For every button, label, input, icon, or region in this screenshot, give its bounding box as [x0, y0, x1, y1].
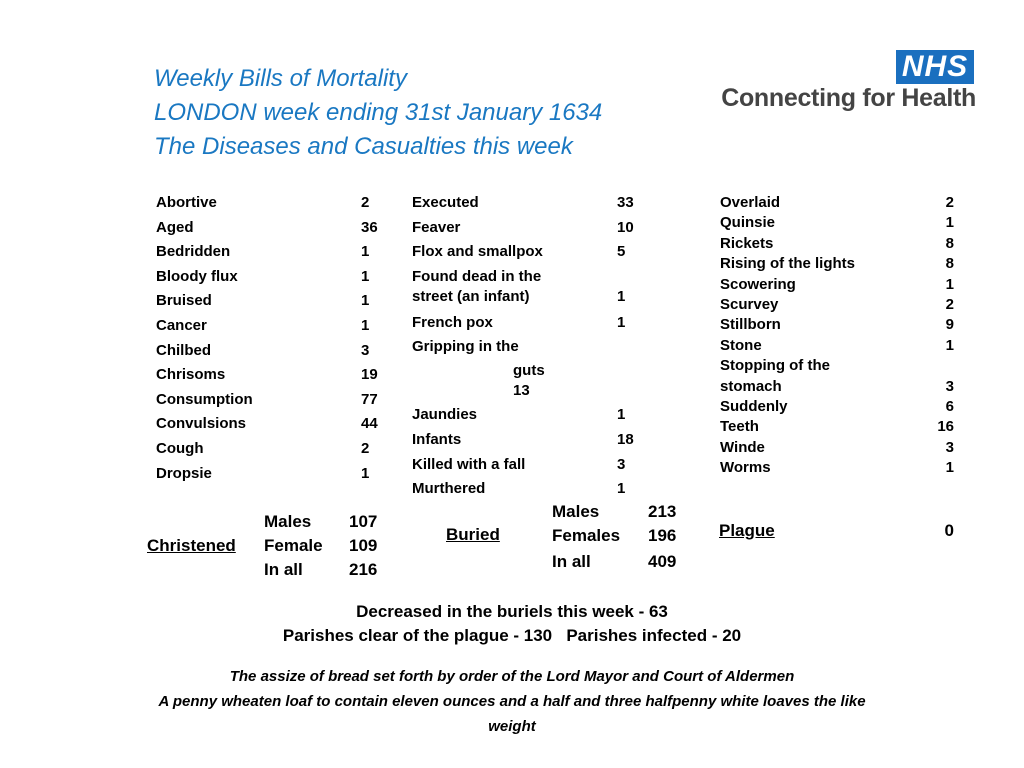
disease-label: Rickets	[720, 234, 774, 252]
buried-row-label: In all	[552, 552, 591, 571]
disease-label: Winde	[720, 438, 765, 456]
disease-count: 1	[945, 459, 954, 477]
list-item	[720, 377, 954, 397]
disease-count: 3	[945, 377, 954, 395]
disease-label: Rising of the lights	[720, 255, 855, 273]
disease-label: Cough	[156, 439, 204, 457]
table-row	[552, 500, 677, 524]
page-title	[154, 62, 602, 164]
disease-label: Teeth	[720, 418, 759, 436]
disease-label: Killed with a fall	[412, 455, 526, 473]
disease-label: Gripping in the	[412, 338, 519, 356]
disease-label: Scowering	[720, 275, 796, 293]
disease-label: Scurvey	[720, 295, 779, 313]
christened-table	[264, 510, 378, 582]
disease-label: Bedridden	[156, 243, 231, 261]
list-item	[720, 275, 954, 295]
parishes-infected: Parishes infected - 20	[566, 626, 742, 645]
disease-count: 3	[945, 438, 954, 456]
christened-row-value: 216	[349, 560, 378, 579]
list-item	[720, 458, 954, 478]
disease-count: 1	[945, 336, 954, 354]
buried-label	[446, 523, 500, 547]
nhs-logo-tagline: Connecting for Health	[721, 84, 976, 112]
disease-count: 19	[361, 366, 378, 384]
disease-count: 16	[937, 418, 954, 436]
plague-row	[719, 519, 954, 543]
disease-count: 77	[361, 390, 378, 408]
disease-label: Bruised	[156, 292, 212, 310]
nhs-logo	[706, 50, 976, 114]
disease-count: 1	[361, 292, 370, 310]
title-line-2: LONDON week ending 31st January 1634	[154, 99, 603, 126]
disease-count: 1	[945, 275, 954, 293]
disease-label: Chilbed	[156, 341, 211, 359]
disease-label: Stone	[720, 336, 762, 354]
disease-label: Aged	[156, 218, 194, 236]
disease-count: 8	[945, 255, 954, 273]
disease-count: 2	[361, 439, 370, 457]
disease-count: 2	[945, 295, 954, 313]
table-row	[552, 550, 677, 574]
plague-label: Plague	[719, 521, 775, 540]
title-line-1: Weekly Bills of Mortality	[154, 65, 407, 92]
bread-line-3: weight	[488, 718, 536, 735]
list-item	[720, 315, 954, 335]
disease-count: 13	[513, 382, 530, 400]
disease-count: 3	[617, 455, 626, 473]
disease-label: Flox and smallpox	[412, 243, 543, 261]
disease-label-cont: guts	[513, 362, 545, 380]
disease-label: Abortive	[156, 194, 217, 211]
disease-count: 1	[361, 267, 370, 285]
list-item	[720, 213, 954, 233]
title-line-3: The Diseases and Casualties this week	[154, 133, 573, 160]
disease-label: Feaver	[412, 218, 461, 236]
disease-count: 1	[617, 480, 626, 498]
disease-label: Overlaid	[720, 194, 781, 211]
disease-count: 9	[945, 316, 954, 334]
list-item	[720, 356, 954, 376]
list-item	[720, 397, 954, 417]
table-row	[264, 558, 378, 582]
parishes-line	[0, 624, 1024, 648]
disease-label: Stillborn	[720, 316, 781, 334]
disease-label: Jaundies	[412, 406, 478, 424]
table-row	[264, 510, 378, 534]
disease-label: Consumption	[156, 390, 253, 408]
disease-label: Murthered	[412, 480, 486, 498]
buried-heading: Buried	[446, 525, 500, 544]
list-item	[720, 295, 954, 315]
list-item	[720, 336, 954, 356]
disease-count: 33	[617, 194, 634, 211]
disease-label: Suddenly	[720, 397, 788, 415]
buried-row-value: 409	[648, 552, 677, 571]
disease-count: 18	[617, 430, 634, 448]
disease-label: Stopping of the	[720, 357, 830, 375]
disease-label: Chrisoms	[156, 366, 226, 384]
buried-row-label: Males	[552, 502, 600, 521]
disease-count: 1	[945, 214, 954, 232]
disease-label: Convulsions	[156, 415, 247, 433]
christened-heading: Christened	[147, 536, 236, 555]
disease-label: French pox	[412, 313, 493, 331]
disease-label: Bloody flux	[156, 267, 238, 285]
buried-table	[552, 500, 677, 574]
parishes-clear: Parishes clear of the plague - 130	[282, 626, 553, 645]
bread-line-1: The assize of bread set forth by order of the Lord Mayor and Court of Aldermen	[229, 668, 795, 685]
buried-row-value: 213	[648, 502, 677, 521]
disease-count: 1	[361, 243, 370, 261]
disease-count: 5	[617, 243, 626, 261]
nhs-logo-box: NHS	[896, 50, 974, 84]
disease-count: 44	[361, 415, 378, 433]
christened-row-label: Males	[264, 512, 312, 531]
disease-label: Worms	[720, 459, 771, 477]
disease-label: Dropsie	[156, 464, 212, 482]
disease-count: 36	[361, 218, 378, 236]
buried-row-label: Females	[552, 526, 621, 545]
disease-label-cont: stomach	[720, 377, 782, 395]
disease-count: 6	[945, 397, 954, 415]
disease-count: 2	[945, 194, 954, 211]
table-row	[264, 534, 378, 558]
buried-row-value: 196	[648, 526, 677, 545]
list-item	[720, 234, 954, 254]
disease-label: Found dead in the	[412, 267, 542, 285]
christened-row-label: In all	[264, 560, 303, 579]
disease-label: Executed	[412, 194, 479, 211]
list-item	[720, 438, 954, 458]
disease-count: 10	[617, 218, 634, 236]
table-row	[552, 524, 677, 550]
christened-label	[147, 534, 236, 558]
bread-assize	[0, 664, 1024, 739]
decreased-section	[0, 600, 1024, 648]
disease-count: 1	[361, 316, 370, 334]
disease-count: 8	[945, 234, 954, 252]
christened-row-label: Female	[264, 536, 323, 555]
disease-label: Infants	[412, 430, 462, 448]
disease-count: 1	[617, 287, 626, 305]
bread-line-2: A penny wheaten loaf to contain eleven ounces and a half and three halfpenny white loaves the like	[158, 693, 866, 710]
disease-count: 1	[361, 464, 370, 482]
disease-count: 1	[617, 406, 626, 424]
disease-label: Quinsie	[720, 214, 776, 232]
plague-count: 0	[944, 521, 954, 540]
disease-label-cont: street (an infant)	[412, 287, 530, 305]
disease-count: 2	[361, 194, 370, 211]
decreased-text: Decreased in the buriels this week - 63	[356, 602, 668, 621]
diseases-column-3	[720, 193, 954, 478]
christened-row-value: 107	[349, 512, 378, 531]
christened-row-value: 109	[349, 536, 378, 555]
disease-count: 1	[617, 313, 626, 331]
disease-label: Cancer	[156, 316, 207, 334]
list-item	[720, 417, 954, 437]
list-item	[720, 193, 954, 213]
list-item	[720, 254, 954, 274]
disease-count: 3	[361, 341, 370, 359]
